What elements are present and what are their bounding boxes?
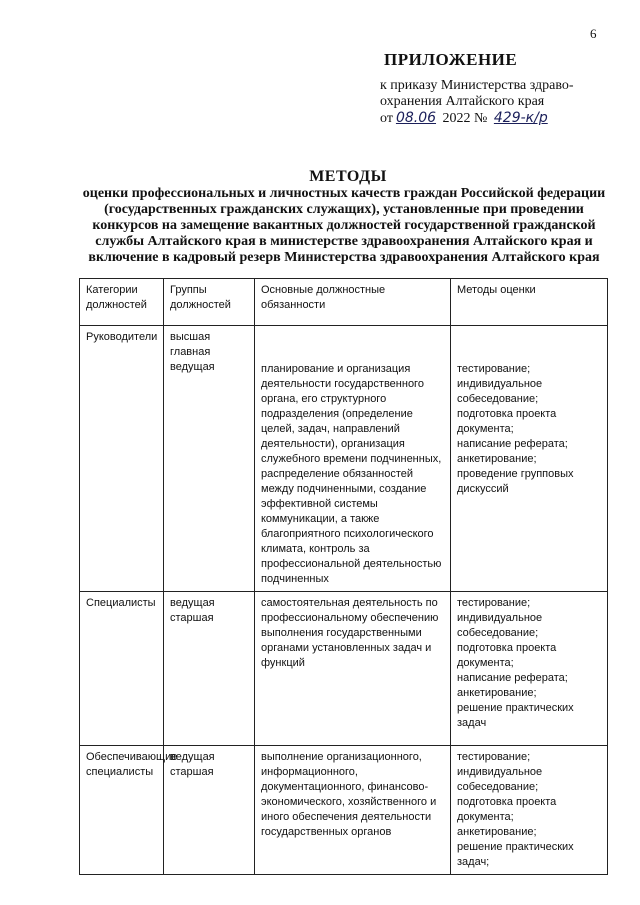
- methods-table: [79, 278, 608, 875]
- cell-category: Специалисты: [80, 592, 164, 746]
- method-item: подготовка проекта документа;: [457, 796, 557, 823]
- method-item: решение практических задач;: [457, 841, 574, 868]
- order-year: 2022 №: [442, 111, 488, 126]
- method-item: проведение групповых дискуссий: [457, 468, 574, 495]
- cell-methods: [451, 592, 608, 746]
- table-header-row: [80, 279, 608, 326]
- handwritten-date: 08.06: [395, 110, 437, 126]
- cell-groups: ведущая старшая: [164, 746, 255, 875]
- header-duties: Основные должностные обязанности: [255, 279, 451, 326]
- page-number: 6: [590, 26, 597, 41]
- header-methods: Методы оценки: [451, 279, 608, 326]
- cell-category: Руководители: [80, 326, 164, 592]
- method-item: индивидуальное собеседование;: [457, 766, 543, 793]
- cell-groups: ведущая старшая: [164, 592, 255, 746]
- cell-groups: высшая главная ведущая: [164, 326, 255, 592]
- cell-duties: самостоятельная деятельность по профессиональному обеспечению выполнения государственными органами установленных задач и функций: [255, 592, 451, 746]
- method-item: индивидуальное собеседование;: [457, 378, 543, 405]
- method-item: анкетирование;: [457, 453, 537, 465]
- appendix-line-2: охранения Алтайского края: [380, 94, 545, 109]
- appendix-title: ПРИЛОЖЕНИЕ: [384, 50, 518, 69]
- method-item: индивидуальное собеседование;: [457, 612, 543, 639]
- handwritten-order-number: 429-к/р: [493, 110, 548, 126]
- method-item: анкетирование;: [457, 687, 537, 699]
- table-row: [80, 746, 608, 875]
- document-title-main: МЕТОДЫ: [309, 168, 387, 185]
- appendix-date-line: [380, 110, 610, 127]
- method-item: написание реферата;: [457, 438, 568, 450]
- method-item: тестирование;: [457, 597, 531, 609]
- header-groups: Группы должностей: [164, 279, 255, 326]
- header-category: Категории должностей: [80, 279, 164, 326]
- method-item: тестирование;: [457, 751, 531, 763]
- cell-category: Обеспечивающие специалисты: [80, 746, 164, 875]
- method-item: решение практических задач: [457, 702, 574, 729]
- method-item: написание реферата;: [457, 672, 568, 684]
- method-item: тестирование;: [457, 363, 531, 375]
- method-item: подготовка проекта документа;: [457, 408, 557, 435]
- method-item: анкетирование;: [457, 826, 537, 838]
- cell-methods: [451, 326, 608, 592]
- cell-duties: выполнение организационного, информационного, документационного, финансово-экономического, хозяйственного и иного обеспечения деятельности государственных органов: [255, 746, 451, 875]
- document-title: [78, 168, 610, 266]
- document-title-subtitle: оценки профессиональных и личностных качеств граждан Российской федерации (государственных гражданских служащих), установленные при проведении конкурсов на замещение вакантных должностей государственной гражданской службы Алтайского края в министерстве здравоохранения Алтайского края и включение в кадровый резерв Министерства здравоохранения Алтайского края: [82, 186, 606, 265]
- date-prefix: от: [380, 111, 393, 126]
- cell-methods: [451, 746, 608, 875]
- method-item: подготовка проекта документа;: [457, 642, 557, 669]
- appendix-block: [380, 52, 610, 127]
- cell-duties: планирование и организация деятельности государственного органа, его структурного подразделения (определение целей, задач, направлений деятельности), организация служебного времени подчиненных, распределение обязанностей между подчиненными, создание эффективной системы коммуникации, а также благоприятного психологического климата, контроль за профессиональной деятельностью подчиненных: [255, 326, 451, 592]
- table-row: [80, 592, 608, 746]
- appendix-line-1: к приказу Министерства здраво-: [380, 78, 574, 93]
- table-row: [80, 326, 608, 592]
